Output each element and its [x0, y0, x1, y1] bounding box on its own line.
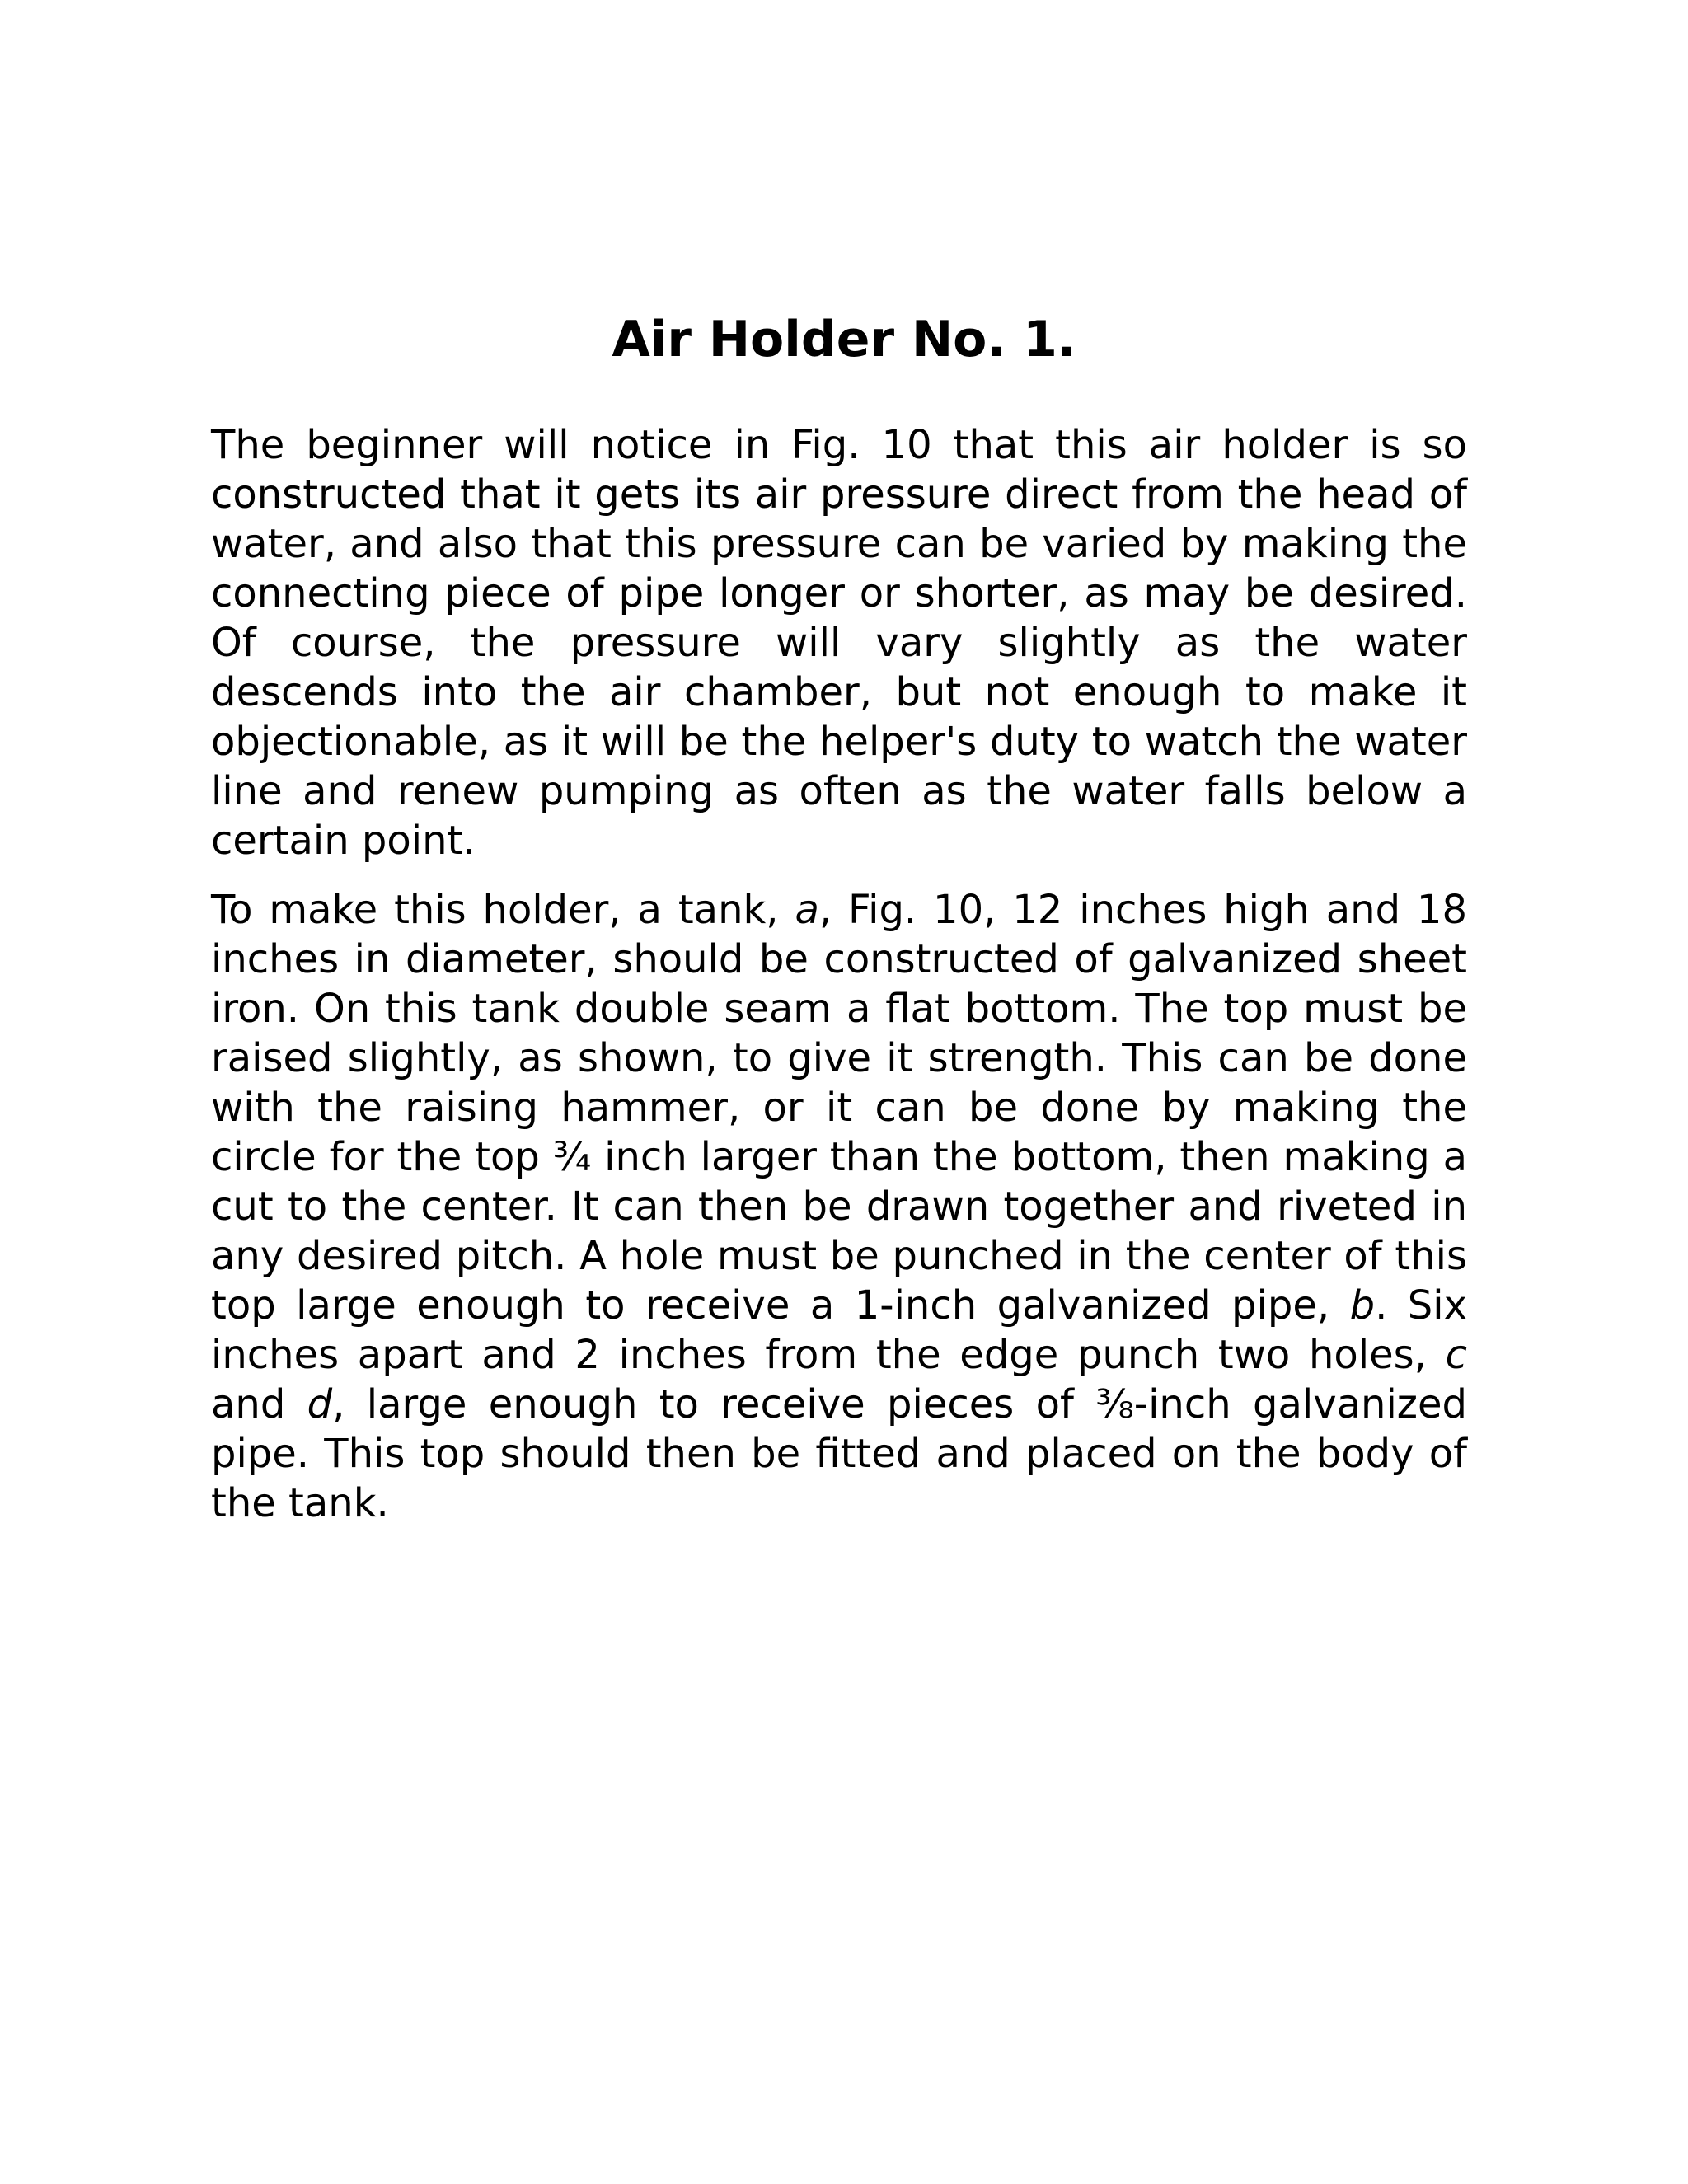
label-a: a	[795, 887, 819, 933]
label-b: b	[1349, 1282, 1376, 1329]
paragraph-1	[211, 420, 1467, 865]
label-c: c	[1445, 1332, 1467, 1378]
paragraph-2-text-1: To make this holder, a tank,	[211, 887, 795, 933]
paragraph-2-text-4: and	[211, 1381, 307, 1427]
body-text	[211, 420, 1467, 1548]
paragraph-2	[211, 885, 1467, 1528]
paragraph-2-text-3: . Six inches apart and 2 inches from the edge punch two holes,	[211, 1282, 1467, 1378]
label-d: d	[307, 1381, 333, 1427]
page-title: Air Holder No. 1.	[612, 311, 1076, 368]
paragraph-2-text-5: , large enough to receive pieces of ⅜-inch galvanized pipe. This top should then be fitted and placed on the body of the tank.	[211, 1381, 1467, 1526]
paragraph-2-text-2: , Fig. 10, 12 inches high and 18 inches in diameter, should be constructed of galvanized sheet iron. On this tank double seam a flat bottom. The top must be raised slightly, as shown, to give it strength. This can be done with the raising hammer, or it can be done by making the circle for the top ¾ inch larger than the bottom, then making a cut to the center. It can then be drawn together and riveted in any desired pitch. A hole must be punched in the center of this top large enough to receive a 1-inch galvanized pipe,	[211, 887, 1468, 1329]
paragraph-1-text: The beginner will notice in Fig. 10 that this air holder is so constructed that it gets its air pressure direct from the head of water, and also that this pressure can be varied by making the connecting piece of pipe longer or shorter, as may be desired. Of course, the pressure will vary slightly as the water descends into the air chamber, but not enough to make it objectionable, as it will be the helper's duty to watch the water line and renew pumping as often as the water falls below a certain point.	[211, 422, 1467, 864]
